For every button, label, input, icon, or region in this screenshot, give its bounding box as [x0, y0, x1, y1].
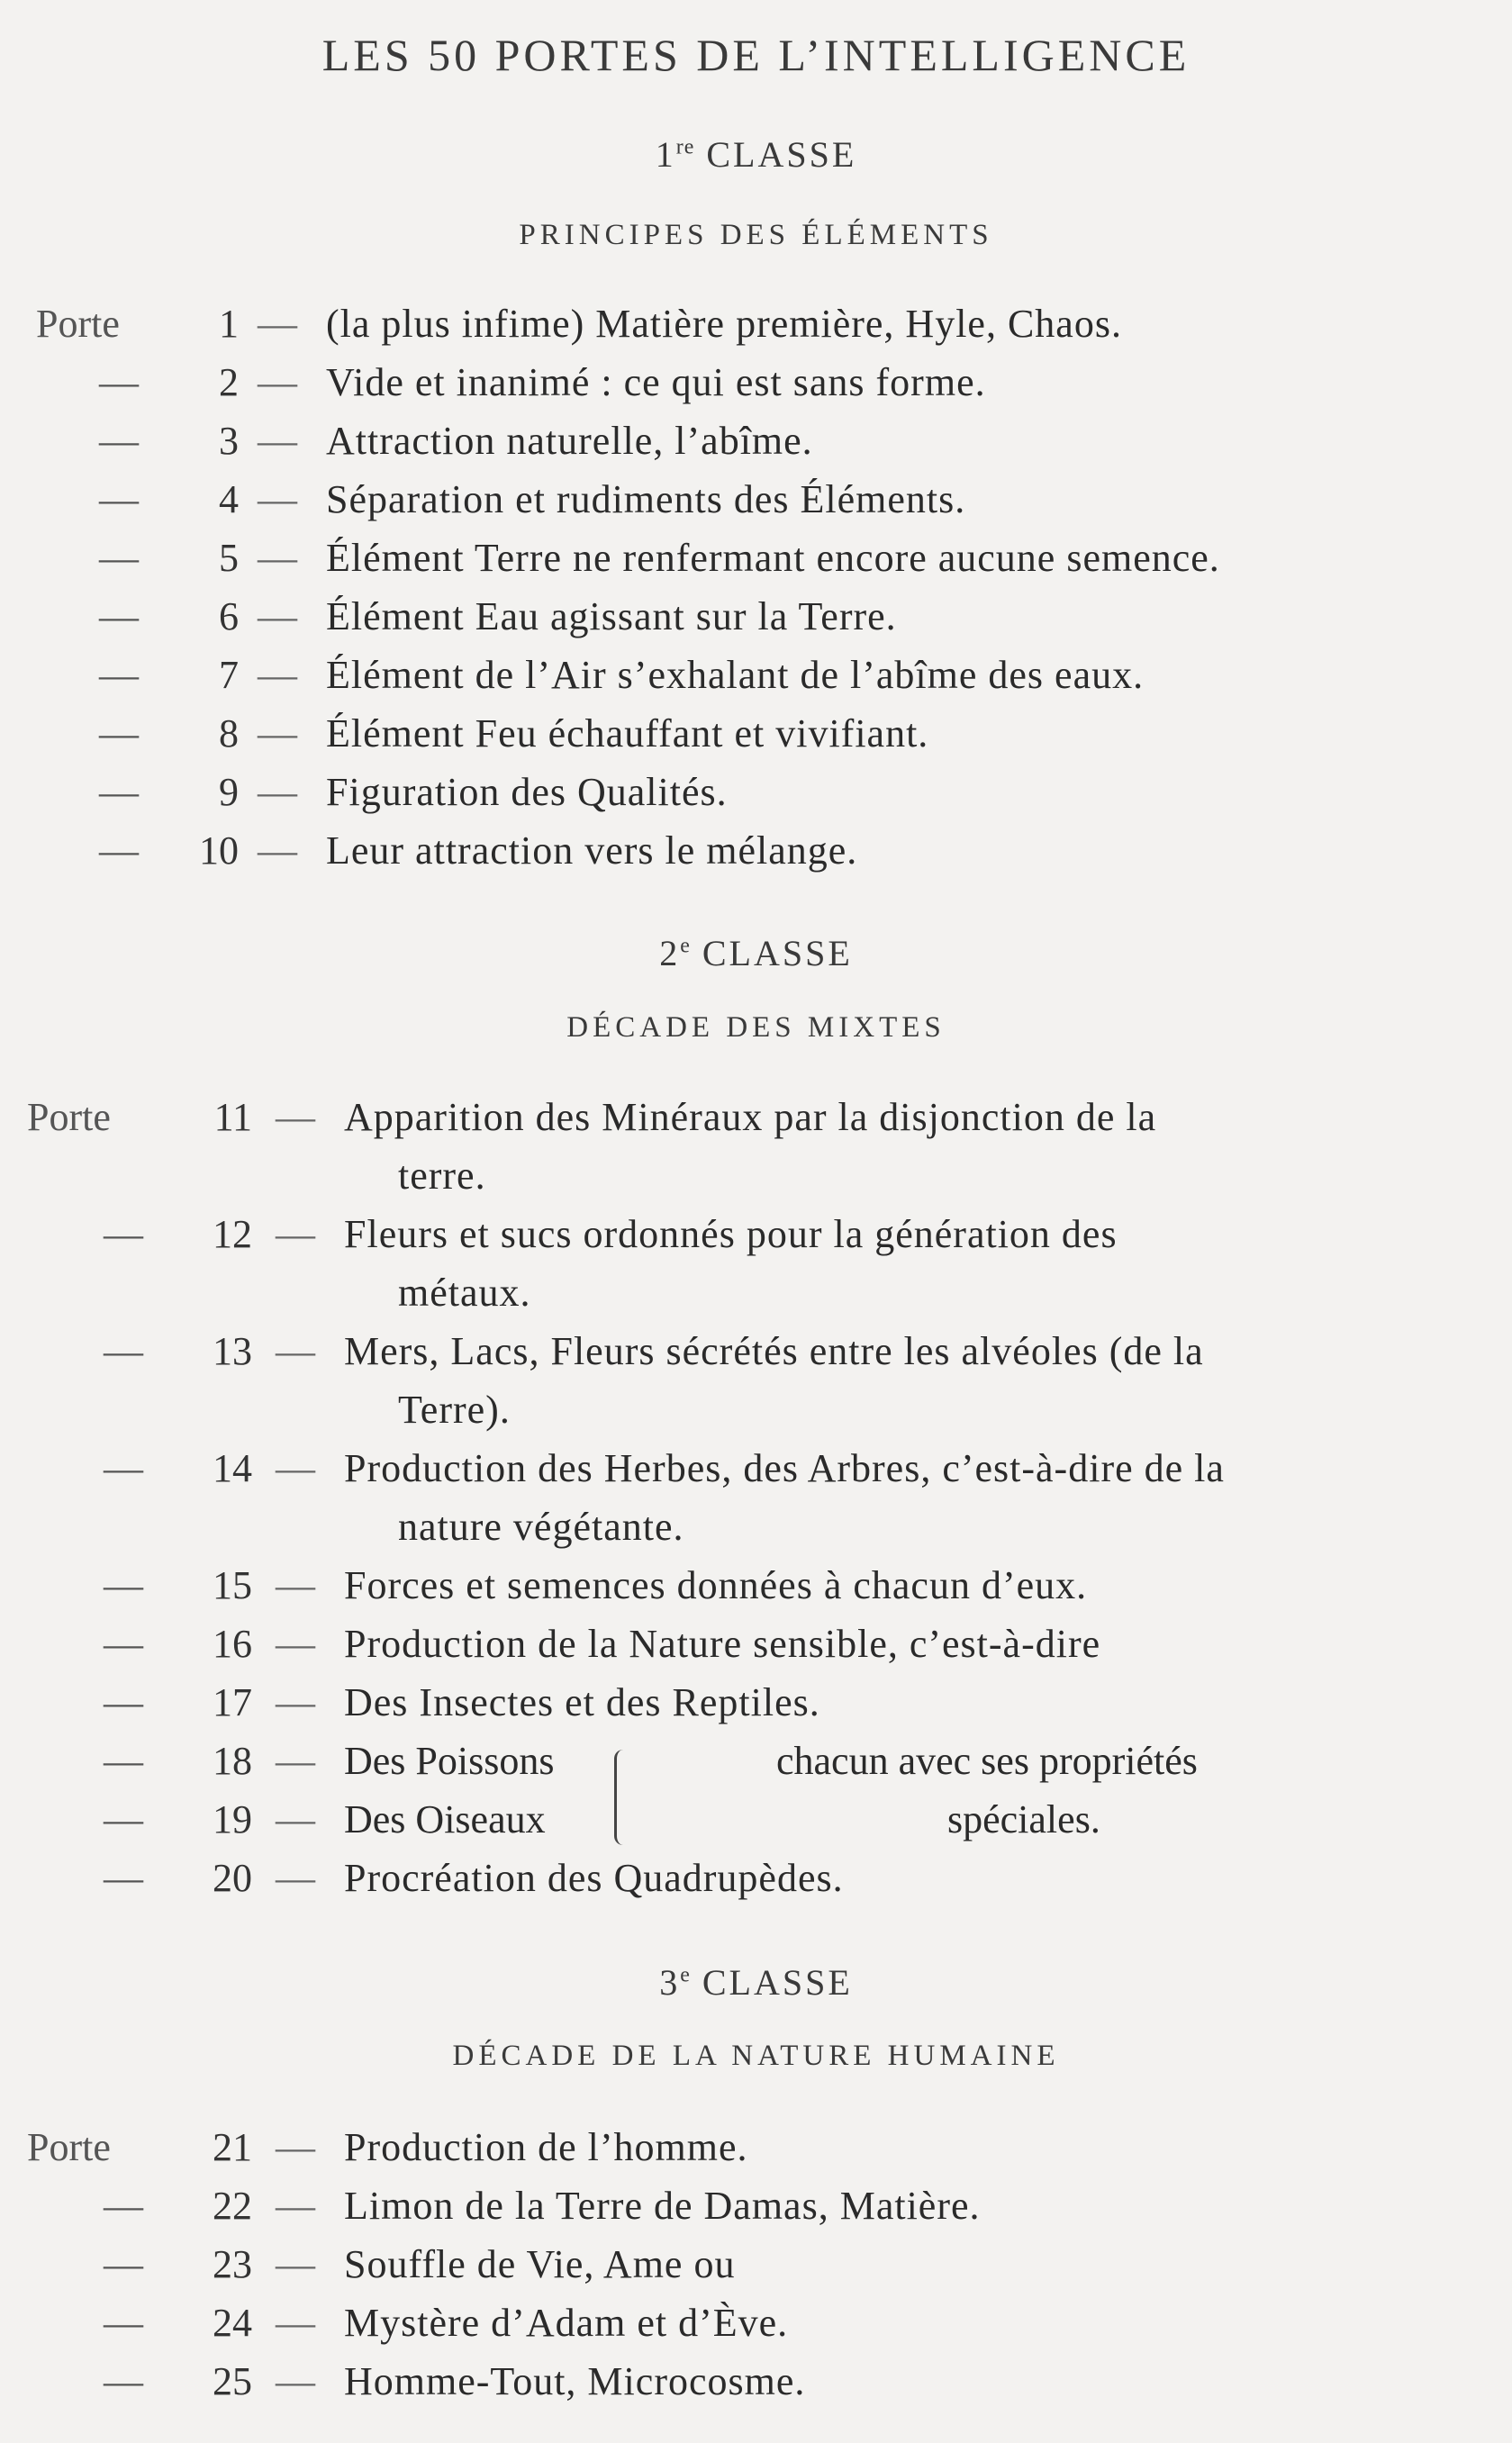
entry-13 — [0, 1322, 1512, 1439]
class-3-heading — [0, 1961, 1512, 2004]
entry-20 — [0, 1849, 1512, 1907]
entry-text: Élément Eau agissant sur la Terre. — [326, 594, 897, 638]
class-3-subtitle: DÉCADE DE LA NATURE HUMAINE — [452, 2040, 1060, 2072]
entry-dash: — — [276, 1095, 315, 1139]
entry-dash: — — [258, 653, 297, 697]
entry-text: Leur attraction vers le mélange. — [326, 828, 858, 873]
class-1-label: CLASSE — [706, 134, 857, 175]
entry-text: Limon de la Terre de Damas, Matière. — [344, 2184, 981, 2228]
entry-text: Production de l’homme. — [344, 2125, 748, 2169]
entry-text: Des Insectes et des Reptiles. — [344, 1680, 820, 1724]
entry-18 — [0, 1732, 1512, 1790]
entry-text: Élément Terre ne renfermant encore aucune semence. — [326, 536, 1220, 580]
entry-label: — — [104, 1563, 143, 1607]
entry-text: Mystère d’Adam et d’Ève. — [344, 2301, 789, 2345]
entry-dash: — — [258, 419, 297, 463]
entry-text — [344, 1439, 1467, 1556]
entry-10 — [0, 821, 1512, 880]
entry-number: 25 — [213, 2359, 252, 2403]
entry-dash: — — [258, 711, 297, 756]
entry-label: — — [99, 711, 139, 756]
entry-number: 7 — [219, 653, 239, 697]
entry-number: 4 — [219, 477, 239, 521]
entry-label: — — [99, 770, 139, 814]
entry-label: — — [104, 1797, 143, 1841]
entry-25 — [0, 2352, 1512, 2411]
class-2-subtitle: DÉCADE DES MIXTES — [566, 1011, 946, 1044]
entry-dash: — — [258, 302, 297, 346]
entry-number: 10 — [199, 828, 239, 873]
entry-dash: — — [276, 1739, 315, 1783]
entry-number: 3 — [219, 419, 239, 463]
entry-label: — — [99, 477, 139, 521]
entry-text: Production de la Nature sensible, c’est-à-dire — [344, 1622, 1101, 1666]
entry-text-line: Mers, Lacs, Fleurs sécrétés entre les alvéoles (de la — [344, 1329, 1204, 1373]
entry-number: 21 — [213, 2125, 252, 2169]
entry-14 — [0, 1439, 1512, 1556]
entry-6 — [0, 587, 1512, 646]
entry-dash: — — [258, 477, 297, 521]
entry-dash: — — [276, 2359, 315, 2403]
entry-number: 8 — [219, 711, 239, 756]
entry-number: 17 — [213, 1680, 252, 1724]
entry-label: — — [104, 1329, 143, 1373]
class-1-subtitle: PRINCIPES DES ÉLÉMENTS — [519, 219, 993, 251]
class-1-ordinal: 1 — [655, 134, 676, 175]
entry-number: 9 — [219, 770, 239, 814]
entry-dash: — — [276, 2125, 315, 2169]
entry-number: 2 — [219, 360, 239, 404]
class-3-ordinal: 3 — [659, 1962, 681, 2003]
class-2-heading — [0, 932, 1512, 974]
entry-text-continuation: Terre). — [398, 1388, 511, 1432]
entry-label: — — [104, 2301, 143, 2345]
entry-21 — [0, 2118, 1512, 2176]
entry-dash: — — [276, 2301, 315, 2345]
entry-22 — [0, 2176, 1512, 2235]
class-2-label: CLASSE — [702, 933, 853, 973]
entry-label: Porte — [27, 2125, 111, 2169]
entry-text-line: Apparition des Minéraux par la disjonction de la — [344, 1095, 1157, 1139]
class-2-ordinal-suffix: e — [680, 934, 691, 958]
entry-number: 15 — [213, 1563, 252, 1607]
class-1-entries — [0, 294, 1512, 880]
entry-number: 22 — [213, 2184, 252, 2228]
entry-dash: — — [276, 1212, 315, 1256]
entry-text-continuation: terre. — [398, 1154, 486, 1198]
entry-7 — [0, 646, 1512, 704]
entry-text: (la plus infime) Matière première, Hyle, Chaos. — [326, 302, 1122, 346]
entry-text — [344, 1205, 1467, 1322]
entry-text: Élément de l’Air s’exhalant de l’abîme des eaux. — [326, 653, 1145, 697]
class-3-ordinal-suffix: e — [680, 1963, 691, 1987]
entry-dash: — — [258, 770, 297, 814]
entry-24 — [0, 2294, 1512, 2352]
entry-label: Porte — [27, 1095, 111, 1139]
entry-text: Figuration des Qualités. — [326, 770, 728, 814]
entry-4 — [0, 470, 1512, 529]
entry-12 — [0, 1205, 1512, 1322]
entry-dash: — — [276, 1563, 315, 1607]
entry-text: Homme-Tout, Microcosme. — [344, 2359, 806, 2403]
entry-number: 13 — [213, 1329, 252, 1373]
class-1-ordinal-suffix: re — [675, 135, 695, 159]
entry-number: 6 — [219, 594, 239, 638]
entry-5 — [0, 529, 1512, 587]
entry-3 — [0, 412, 1512, 470]
class-2-entries — [0, 1088, 1512, 1907]
entry-text: Séparation et rudiments des Éléments. — [326, 477, 966, 521]
entry-dash: — — [276, 1446, 315, 1490]
class-3-entries — [0, 2118, 1512, 2411]
entry-label: — — [99, 594, 139, 638]
class-2-ordinal: 2 — [659, 933, 681, 973]
entry-text: Souffle de Vie, Ame ou — [344, 2242, 736, 2286]
class-1-heading — [0, 133, 1512, 176]
entry-text: Élément Feu échauffant et vivifiant. — [326, 711, 929, 756]
entry-label: — — [104, 2242, 143, 2286]
entry-number: 19 — [213, 1797, 252, 1841]
entry-number: 18 — [213, 1739, 252, 1783]
entry-text — [344, 1322, 1467, 1439]
entry-text: Procréation des Quadrupèdes. — [344, 1856, 844, 1900]
entry-dash: — — [276, 1856, 315, 1900]
entry-text-line: Production des Herbes, des Arbres, c’est-à-dire de la — [344, 1446, 1225, 1490]
entry-dash: — — [276, 1797, 315, 1841]
entry-15 — [0, 1556, 1512, 1615]
entry-label: — — [104, 2359, 143, 2403]
entry-dash: — — [276, 2242, 315, 2286]
entry-dash: — — [276, 1329, 315, 1373]
entry-dash: — — [258, 360, 297, 404]
entry-text-right: chacun avec ses propriétés — [776, 1739, 1198, 1783]
entry-label: — — [99, 360, 139, 404]
entry-label: — — [99, 653, 139, 697]
entry-number: 11 — [213, 1095, 252, 1139]
entry-8 — [0, 704, 1512, 763]
entry-2 — [0, 353, 1512, 412]
entry-text-continuation: nature végétante. — [398, 1505, 684, 1549]
entry-text-line: Fleurs et sucs ordonnés pour la génération des — [344, 1212, 1118, 1256]
entry-text: Attraction naturelle, l’abîme. — [326, 419, 813, 463]
entry-label: — — [104, 1856, 143, 1900]
entry-number: 20 — [213, 1856, 252, 1900]
entry-text — [344, 1088, 1467, 1205]
entry-label: — — [104, 1680, 143, 1724]
entry-text-left: Des Poissons — [344, 1739, 555, 1783]
entry-1 — [0, 294, 1512, 353]
entry-number: 24 — [213, 2301, 252, 2345]
entry-number: 16 — [213, 1622, 252, 1666]
entry-number: 14 — [213, 1446, 252, 1490]
entry-label: — — [99, 536, 139, 580]
entry-11 — [0, 1088, 1512, 1205]
entry-text-continuation: métaux. — [398, 1271, 531, 1315]
entry-number: 23 — [213, 2242, 252, 2286]
entry-label: — — [104, 1446, 143, 1490]
entry-label: — — [99, 419, 139, 463]
entry-23 — [0, 2235, 1512, 2294]
entry-19 — [0, 1790, 1512, 1849]
entry-label: — — [104, 2184, 143, 2228]
entry-text-right: spéciales. — [947, 1797, 1100, 1841]
entry-dash: — — [276, 2184, 315, 2228]
entry-number: 12 — [213, 1212, 252, 1256]
entry-label: Porte — [36, 302, 120, 346]
entry-16 — [0, 1615, 1512, 1673]
entry-dash: — — [258, 536, 297, 580]
entry-number: 5 — [219, 536, 239, 580]
entry-label: — — [99, 828, 139, 873]
entry-dash: — — [276, 1680, 315, 1724]
page-title: LES 50 PORTES DE L’INTELLIGENCE — [321, 30, 1191, 80]
entry-dash: — — [276, 1622, 315, 1666]
entry-text-left: Des Oiseaux — [344, 1797, 546, 1841]
entry-text: Vide et inanimé : ce qui est sans forme. — [326, 360, 986, 404]
entry-text: Forces et semences données à chacun d’eux. — [344, 1563, 1088, 1607]
entry-17 — [0, 1673, 1512, 1732]
entry-dash: — — [258, 594, 297, 638]
entry-9 — [0, 763, 1512, 821]
entry-label: — — [104, 1739, 143, 1783]
entry-number: 1 — [219, 302, 239, 346]
entry-dash: — — [258, 828, 297, 873]
class-3-label: CLASSE — [702, 1962, 853, 2003]
entry-label: — — [104, 1212, 143, 1256]
entry-label: — — [104, 1622, 143, 1666]
